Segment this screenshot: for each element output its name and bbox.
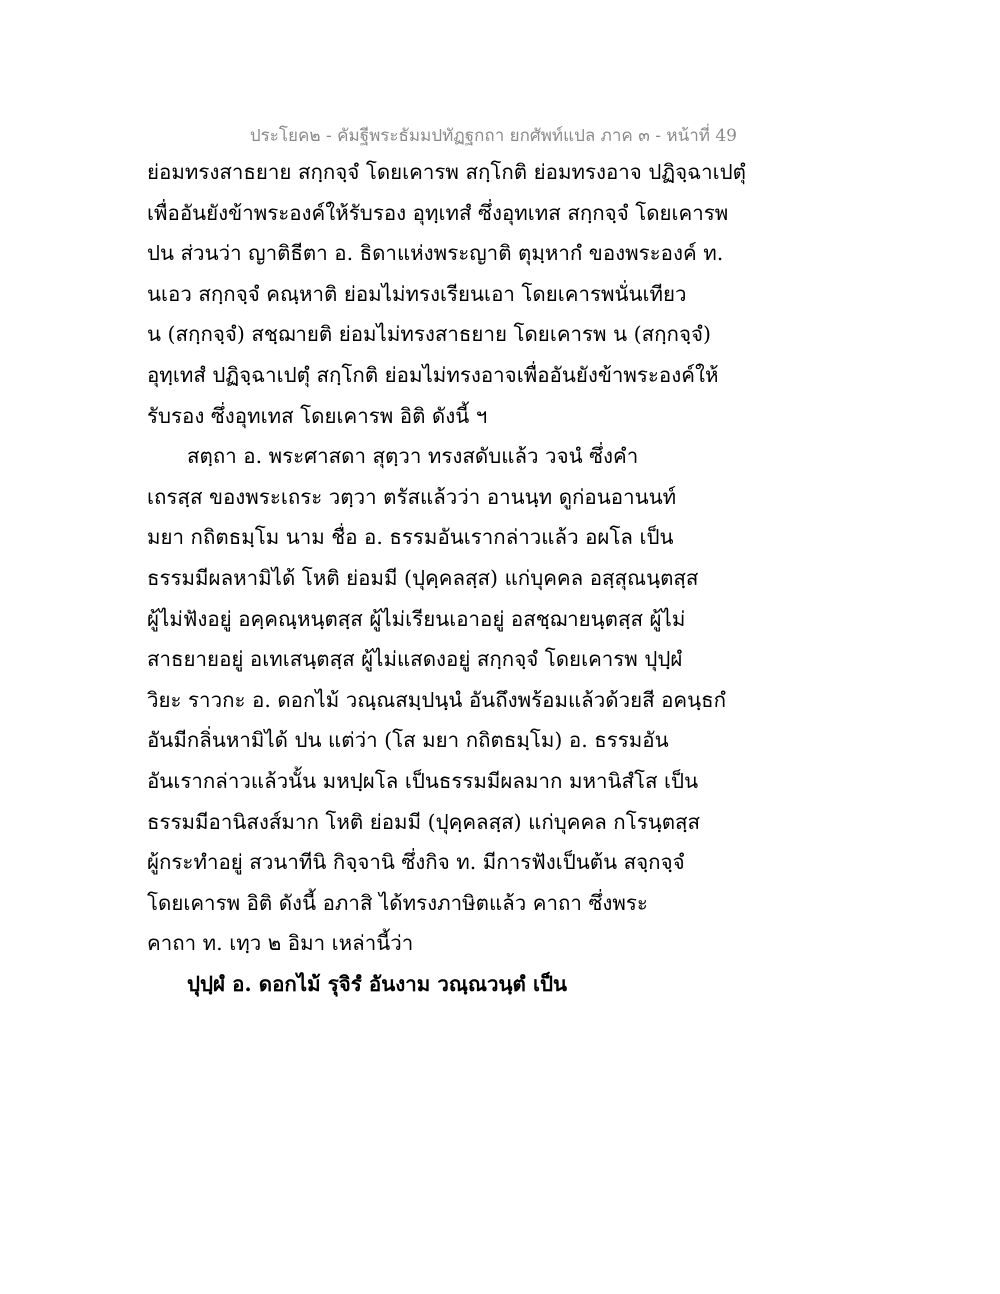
text-line: อันมีกลิ่นหามิได้ ปน แต่ว่า (โส มยา กถิตธมฺโม) อ. ธรรมอัน xyxy=(147,728,669,753)
text-line: อันเรากล่าวแล้วนั้น มหปฺผโล เป็นธรรมมีผลมาก มหานิสํโส เป็น xyxy=(147,768,699,793)
text-line: วิยะ ราวกะ อ. ดอกไม้ วณฺณสมฺปนฺนํ อันถึงพร้อมแล้วด้วยสี อคนฺธกํ xyxy=(147,687,727,712)
body-text xyxy=(147,152,746,1004)
text-line: เพื่ออันยังข้าพระองค์ให้รับรอง อุทฺเทสํ ซึ่งอุทเทส สกฺกจฺจํ โดยเคารพ xyxy=(147,200,729,225)
text-line: ผู้ไม่ฟังอยู่ อคฺคณฺหนฺตสฺส ผู้ไม่เรียนเอาอยู่ อสชฺฌายนฺตสฺส ผู้ไม่ xyxy=(147,606,686,631)
paragraph-start-line: สตฺถา อ. พระศาสดา สุตฺวา ทรงสดับแล้ว วจนํ ซึ่งคำ xyxy=(187,444,639,469)
text-line: รับรอง ซึ่งอุทเทส โดยเคารพ อิติ ดังนี้ ฯ xyxy=(147,403,488,428)
verse-line: ปุปฺผํ อ. ดอกไม้ รุจิรํ อันงาม วณฺณวนฺตํ เป็น xyxy=(187,971,567,996)
text-line: นเอว สกฺกจฺจํ คณฺหาติ ย่อมไม่ทรงเรียนเอา โดยเคารพนั่นเทียว xyxy=(147,281,687,306)
text-line: มยา กถิตธมฺโม นาม ชื่อ อ. ธรรมอันเรากล่าวแล้ว อผโล เป็น xyxy=(147,525,674,550)
text-line: ธรรมมีอานิสงส์มาก โหติ ย่อมมี (ปุคฺคลสฺส) แก่บุคคล กโรนฺตสฺส xyxy=(147,809,701,834)
text-line: โดยเคารพ อิติ ดังนี้ อภาสิ ได้ทรงภาษิตแล้ว คาถา ซึ่งพระ xyxy=(147,890,648,915)
text-line: อุทฺเทสํ ปฏิจฺฉาเปตุํ สกฺโกติ ย่อมไม่ทรงอาจเพื่ออันยังข้าพระองค์ให้ xyxy=(147,362,719,387)
text-line: ธรรมมีผลหามิได้ โหติ ย่อมมี (ปุคฺคลสฺส) แก่บุคคล อสฺสุณนฺตสฺส xyxy=(147,565,699,590)
text-line: ปน ส่วนว่า ญาติธีตา อ. ธิดาแห่งพระญาติ ตุมฺหากํ ของพระองค์ ท. xyxy=(147,241,724,266)
text-line: คาถา ท. เทฺว ๒ อิมา เหล่านี้ว่า xyxy=(147,931,414,956)
text-line: น (สกฺกจฺจํ) สชฺฌายติ ย่อมไม่ทรงสาธยาย โดยเคารพ น (สกฺกจฺจํ) xyxy=(147,322,711,347)
page-header: ประโยค๒ - คัมฐีพระธัมมปทัฏฐกถา ยกศัพท์แปล ภาค ๓ - หน้าที่ 49 xyxy=(249,126,737,146)
text-line: ย่อมทรงสาธยาย สกฺกจฺจํ โดยเคารพ สกฺโกติ ย่อมทรงอาจ ปฏิจฺฉาเปตุํ xyxy=(147,160,746,184)
text-line: เถรสฺส ของพระเถระ วตฺวา ตรัสแล้วว่า อานนฺท ดูก่อนอานนท์ xyxy=(147,484,677,509)
text-line: ผู้กระทำอยู่ สวนาทีนิ กิจฺจานิ ซึ่งกิจ ท. มีการฟังเป็นต้น สจฺกจฺจํ xyxy=(147,850,685,875)
text-line: สาธยายอยู่ อเทเสนฺตสฺส ผู้ไม่แสดงอยู่ สกฺกจฺจํ โดยเคารพ ปุปฺผํ xyxy=(147,647,683,672)
